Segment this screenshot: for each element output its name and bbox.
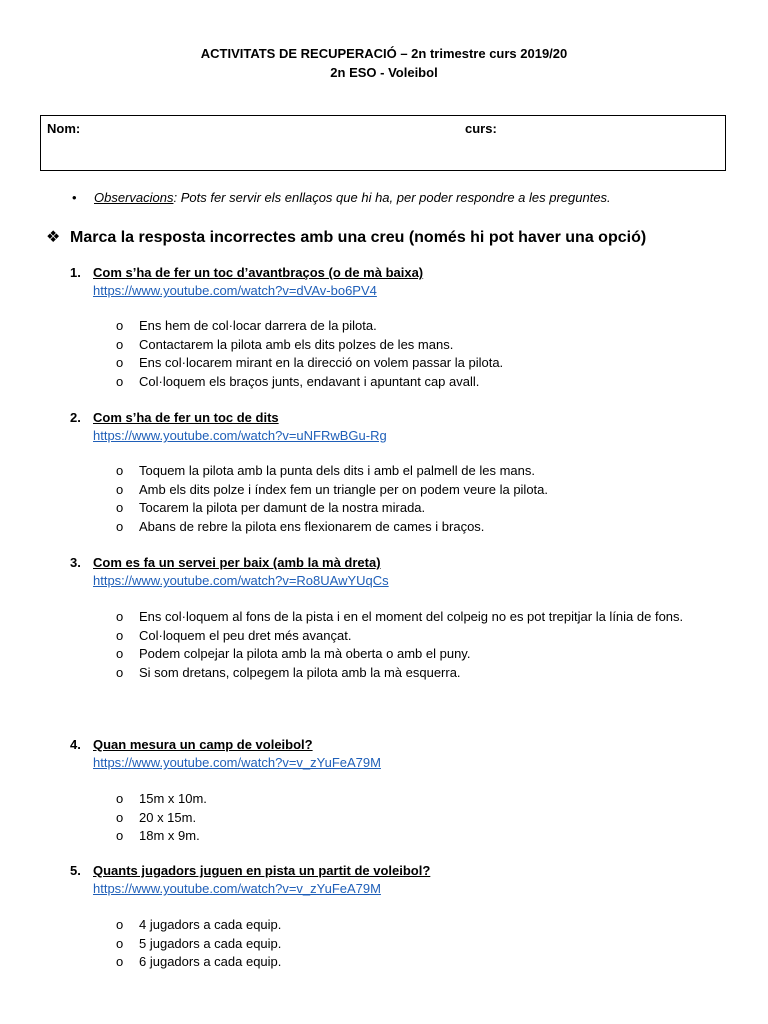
student-info-box	[40, 115, 726, 171]
question-number: 3.	[70, 555, 81, 570]
options-list-2	[116, 462, 736, 536]
video-link[interactable]: https://www.youtube.com/watch?v=v_zYuFeA79M	[93, 881, 381, 896]
circle-bullet-icon: o	[116, 664, 124, 680]
option-text: Col·loquem el peu dret més avançat.	[139, 627, 352, 643]
video-link[interactable]: https://www.youtube.com/watch?v=uNFRwBGu-Rg	[93, 428, 387, 443]
course-label: curs:	[465, 121, 497, 136]
options-list-4	[116, 790, 736, 846]
video-link[interactable]: https://www.youtube.com/watch?v=v_zYuFeA79M	[93, 755, 381, 770]
option-item[interactable]	[116, 827, 736, 846]
option-text: Contactarem la pilota amb els dits polzes de les mans.	[139, 336, 454, 352]
option-item[interactable]	[116, 664, 736, 683]
option-text: Tocarem la pilota per damunt de la nostra mirada.	[139, 500, 426, 515]
option-item[interactable]	[116, 790, 736, 809]
question-title: Com s’ha de fer un toc d’avantbraços (o de mà baixa)	[93, 265, 424, 280]
circle-bullet-icon: o	[116, 809, 124, 825]
options-list-5	[116, 916, 736, 972]
circle-bullet-icon: o	[116, 917, 124, 932]
option-item[interactable]	[116, 373, 736, 392]
option-item[interactable]	[116, 916, 736, 935]
circle-bullet-icon: o	[116, 627, 124, 643]
option-text: Si som dretans, colpegem la pilota amb la mà esquerra.	[139, 664, 461, 680]
option-item[interactable]	[116, 354, 736, 373]
circle-bullet-icon: o	[116, 954, 124, 969]
option-text: Toquem la pilota amb la punta dels dits i amb el palmell de les mans.	[139, 463, 535, 478]
option-text: Podem colpejar la pilota amb la mà oberta o amb el puny.	[139, 646, 471, 661]
option-text: Abans de rebre la pilota ens flexionarem de cames i braços.	[139, 518, 485, 534]
options-list-3	[116, 608, 736, 682]
circle-bullet-icon: o	[116, 518, 124, 534]
option-text: 15m x 10m.	[139, 791, 207, 806]
option-item[interactable]	[116, 645, 736, 664]
question-title: Com s’ha de fer un toc de dits	[93, 410, 279, 425]
option-text: Ens hem de col·locar darrera de la pilota.	[139, 318, 377, 333]
option-item[interactable]	[116, 935, 736, 954]
circle-bullet-icon: o	[116, 336, 124, 352]
circle-bullet-icon: o	[116, 463, 124, 478]
option-item[interactable]	[116, 499, 736, 518]
question-number: 5.	[70, 863, 81, 878]
circle-bullet-icon: o	[116, 646, 124, 661]
name-label: Nom:	[47, 121, 81, 136]
circle-bullet-icon: o	[116, 355, 124, 370]
option-item[interactable]	[116, 627, 736, 646]
video-link[interactable]: https://www.youtube.com/watch?v=Ro8UAwYUqCs	[93, 573, 389, 588]
question-title: Quants jugadors juguen en pista un partit de voleibol?	[93, 863, 431, 878]
observations-label: Observacions	[94, 190, 174, 205]
observations-text: : Pots fer servir els enllaços que hi ha, per poder respondre a les preguntes.	[173, 190, 611, 205]
option-item[interactable]	[116, 518, 736, 537]
option-text: 4 jugadors a cada equip.	[139, 917, 282, 932]
question-number: 2.	[70, 410, 81, 425]
option-text: Ens col·loquem al fons de la pista i en el moment del colpeig no es pot trepitjar la línia de fons.	[139, 609, 684, 624]
question-title: Com es fa un servei per baix (amb la mà dreta)	[93, 555, 381, 570]
circle-bullet-icon: o	[116, 609, 124, 624]
question-number: 1.	[70, 265, 81, 280]
document-title: ACTIVITATS DE RECUPERACIÓ – 2n trimestre curs 2019/20	[200, 46, 568, 61]
option-text: 5 jugadors a cada equip.	[139, 935, 282, 951]
diamond-bullet-icon: ❖	[46, 229, 61, 246]
document-subtitle: 2n ESO - Voleibol	[330, 65, 438, 80]
option-item[interactable]	[116, 953, 736, 972]
question-number: 4.	[70, 737, 81, 752]
option-text: Amb els dits polze i índex fem un triangle per on podem veure la pilota.	[139, 481, 549, 497]
option-text: Ens col·locarem mirant en la direcció on volem passar la pilota.	[139, 355, 504, 370]
option-text: 20 x 15m.	[139, 809, 197, 825]
bullet-icon: •	[72, 190, 77, 205]
circle-bullet-icon: o	[116, 935, 124, 951]
observations-note	[72, 190, 611, 205]
option-item[interactable]	[116, 608, 736, 627]
option-text: Col·loquem els braços junts, endavant i apuntant cap avall.	[139, 373, 480, 389]
option-text: 6 jugadors a cada equip.	[139, 954, 282, 969]
option-item[interactable]	[116, 336, 736, 355]
circle-bullet-icon: o	[116, 828, 124, 843]
options-list-1	[116, 317, 736, 391]
instruction-heading	[46, 227, 646, 247]
circle-bullet-icon: o	[116, 481, 124, 497]
circle-bullet-icon: o	[116, 373, 124, 389]
option-item[interactable]	[116, 809, 736, 828]
option-item[interactable]	[116, 317, 736, 336]
video-link[interactable]: https://www.youtube.com/watch?v=dVAv-bo6PV4	[93, 283, 377, 298]
circle-bullet-icon: o	[116, 318, 124, 333]
question-title: Quan mesura un camp de voleibol?	[93, 737, 313, 752]
instruction-text: Marca la resposta incorrectes amb una creu (només hi pot haver una opció)	[70, 229, 647, 246]
circle-bullet-icon: o	[116, 500, 124, 515]
option-text: 18m x 9m.	[139, 828, 200, 843]
option-item[interactable]	[116, 462, 736, 481]
circle-bullet-icon: o	[116, 791, 124, 806]
option-item[interactable]	[116, 481, 736, 500]
